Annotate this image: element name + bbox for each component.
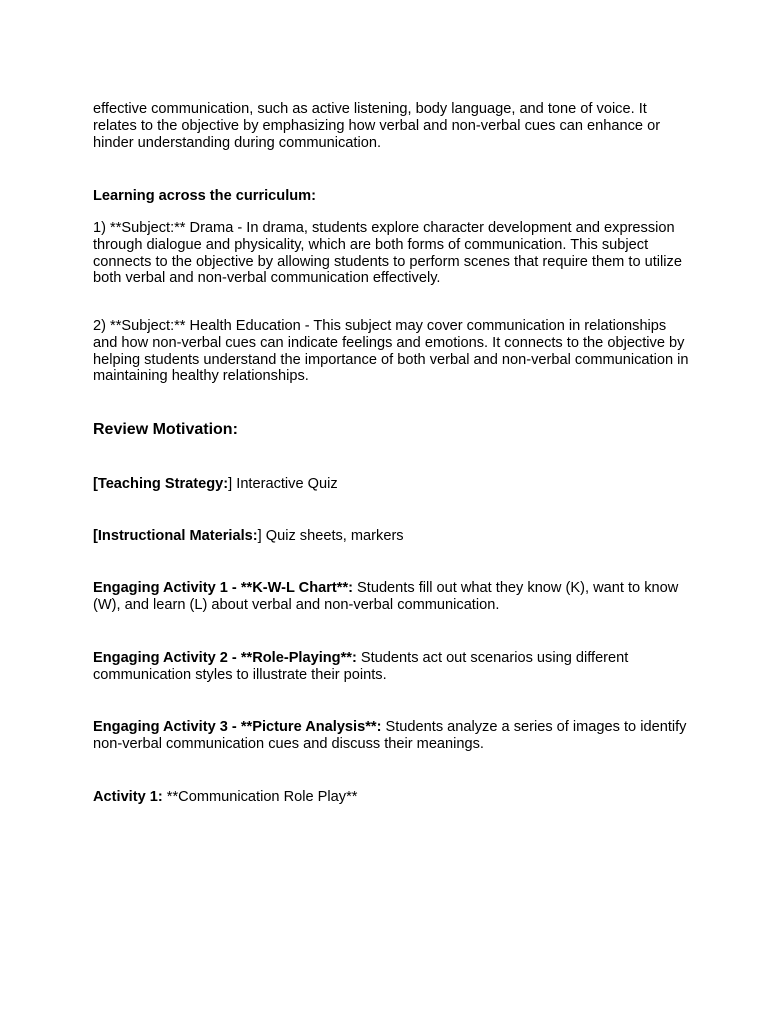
intro-paragraph: effective communication, such as active listening, body language, and tone of voice. It relates to the objective by emphasizing how verbal and non-verbal cues can enhance or hinder understanding during communication. (93, 101, 661, 151)
activity-one (93, 789, 693, 806)
engaging-activity-1 (93, 580, 693, 614)
engaging-activity-2-text: Students act out scenarios using different communication styles to illustrate their points. (93, 650, 629, 683)
subject-drama: 1) **Subject:** Drama - In drama, students explore character development and expression through dialogue and physicality, which are both forms of communication. This subject connects to the objective by allowing students to perform scenes that require them to utilize both verbal and non-verbal communication effectively. (93, 220, 682, 287)
engaging-activity-3 (93, 719, 693, 753)
engaging-activity-3-label: Engaging Activity 3 - **Picture Analysis**: (93, 719, 382, 735)
learning-heading: Learning across the curriculum: (93, 188, 317, 204)
teaching-strategy (93, 476, 693, 493)
instructional-materials-value: ] Quiz sheets, markers (257, 528, 404, 544)
instructional-materials (93, 528, 693, 545)
subject-health: 2) **Subject:** Health Education - This subject may cover communication in relationships and how non-verbal cues can indicate feelings and emotions. It connects to the objective by helping students understand the importance of both verbal and non-verbal communication in maintaining healthy relationships. (93, 318, 689, 385)
engaging-activity-3-text: Students analyze a series of images to identify non-verbal communication cues and discuss their meanings. (93, 719, 687, 752)
activity-one-value: **Communication Role Play** (162, 789, 358, 805)
activity-one-label: Activity 1: (93, 789, 163, 805)
teaching-strategy-label: [Teaching Strategy: (93, 476, 229, 492)
engaging-activity-1-text: Students fill out what they know (K), want to know (W), and learn (L) about verbal and non-verbal communication. (93, 580, 679, 613)
review-heading: Review Motivation: (93, 421, 238, 438)
engaging-activity-2 (93, 650, 693, 684)
engaging-activity-1-label: Engaging Activity 1 - **K-W-L Chart**: (93, 580, 353, 596)
engaging-activity-2-label: Engaging Activity 2 - **Role-Playing**: (93, 650, 357, 666)
teaching-strategy-value: ] Interactive Quiz (228, 476, 338, 492)
instructional-materials-label: [Instructional Materials: (93, 528, 258, 544)
